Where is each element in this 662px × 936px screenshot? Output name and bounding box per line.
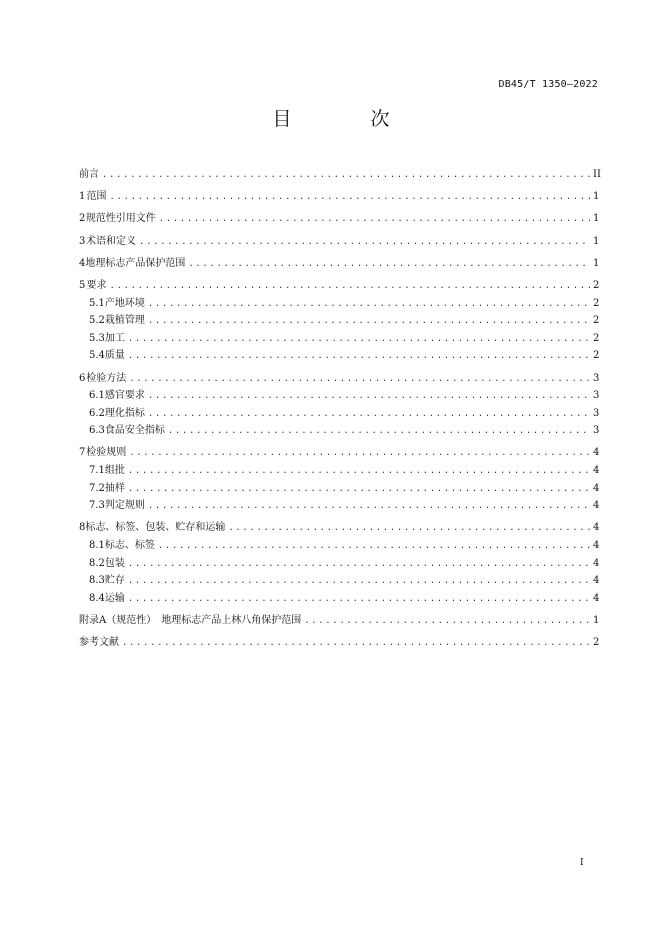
toc-entry-page: 1 (593, 235, 600, 247)
toc-entry-number: 2 (79, 213, 86, 225)
toc-entry[interactable] (79, 462, 599, 480)
dot-leader (128, 348, 590, 366)
dot-leader (129, 371, 590, 389)
toc-entry-number: 6 (79, 372, 86, 384)
toc-entry-number: 5.1 (89, 297, 105, 309)
toc-entry-label: 检验方法 (86, 372, 127, 384)
toc-entry-label: 理化指标 (104, 407, 145, 419)
toc-entry-page: 4 (593, 522, 600, 534)
dot-leader (110, 278, 590, 296)
toc-entry-number: 7.3 (89, 500, 105, 512)
toc-entry[interactable] (79, 387, 599, 405)
toc-entry-page: 2 (593, 637, 600, 649)
toc-entry-label: 包装 (104, 557, 125, 569)
toc-entry-label: 感官要求 (104, 390, 145, 402)
dot-leader (304, 613, 590, 631)
toc-entry[interactable] (79, 347, 599, 365)
toc-entry-page: 1 (593, 257, 600, 269)
toc-entry-label: 附录A（规范性） 地理标志产品上林八角保护范围 (79, 615, 302, 626)
toc-entry[interactable] (79, 480, 599, 498)
dot-leader (158, 538, 590, 556)
dot-leader (188, 256, 590, 274)
toc-entry[interactable] (79, 330, 599, 348)
toc-entry-number: 8.1 (89, 540, 105, 552)
toc-entry-page: 2 (593, 315, 600, 327)
toc-entry-label: 产地环境 (104, 297, 145, 309)
toc-entry[interactable] (79, 497, 599, 515)
toc-entry[interactable] (79, 444, 599, 462)
toc-entry-number: 7.1 (89, 465, 105, 477)
dot-leader (128, 481, 590, 499)
dot-leader (148, 388, 590, 406)
toc-entry-label: 抽样 (104, 482, 125, 494)
toc-entry[interactable] (79, 312, 599, 330)
dot-leader (148, 296, 590, 314)
toc-entry-number: 6.2 (89, 407, 105, 419)
dot-leader (129, 445, 590, 463)
toc-entry-page: 1 (593, 213, 600, 225)
toc-entry-number: 3 (79, 235, 86, 247)
toc-entry[interactable] (79, 612, 599, 630)
toc-entry[interactable] (79, 295, 599, 313)
toc-entry-number: 5.4 (89, 350, 105, 362)
toc-entry-page: 1 (593, 191, 600, 203)
dot-leader (128, 556, 590, 574)
toc-entry-number: 5.2 (89, 315, 105, 327)
toc-entry-number: 6.3 (89, 425, 105, 437)
dot-leader (110, 189, 590, 207)
dot-leader (228, 520, 590, 538)
toc-entry-page: 4 (593, 447, 600, 459)
toc-entry-label: 栽植管理 (104, 315, 145, 327)
dot-leader (159, 211, 590, 229)
toc-entry[interactable] (79, 233, 599, 251)
toc-entry-number: 7.2 (89, 482, 105, 494)
dot-leader (128, 331, 590, 349)
toc-entry-page: 3 (593, 372, 600, 384)
page-title: 目 次 (272, 108, 420, 130)
toc-entry-number: 5.3 (89, 332, 105, 344)
toc-entry-page: 4 (593, 500, 600, 512)
toc-entry[interactable] (79, 590, 599, 608)
toc-entry-page: 2 (593, 297, 600, 309)
toc-entry-page: 4 (593, 592, 600, 604)
toc-entry-label: 组批 (104, 465, 125, 477)
toc-entry[interactable] (79, 572, 599, 590)
toc-entry-number: 1 (79, 191, 86, 203)
toc-entry[interactable] (79, 370, 599, 388)
toc-entry-number: 8.3 (89, 575, 105, 587)
toc-entry-page: 2 (593, 350, 600, 362)
toc-entry-label: 标志、标签 (104, 540, 155, 552)
dot-leader (139, 234, 590, 252)
toc-entry-label: 标志、标签、包装、贮存和运输 (85, 522, 226, 534)
toc-entry-label: 要求 (86, 279, 107, 291)
toc-entry-page: 2 (593, 279, 600, 291)
toc-entry-label: 术语和定义 (86, 235, 137, 247)
toc-entry-number: 5 (79, 279, 86, 291)
toc-entry-label: 检验规则 (86, 447, 127, 459)
dot-leader (122, 635, 590, 653)
toc-entry-page: 4 (593, 575, 600, 587)
toc-entry-label: 贮存 (104, 575, 125, 587)
toc-entry[interactable] (79, 555, 599, 573)
toc-entry[interactable] (79, 634, 599, 652)
toc-entry-page: 4 (593, 465, 600, 477)
toc-entry-number: 8 (79, 522, 86, 534)
toc-entry-label: 加工 (104, 332, 125, 344)
toc-entry[interactable] (79, 210, 599, 228)
toc-entry[interactable] (79, 422, 599, 440)
dot-leader (128, 463, 590, 481)
toc-entry-label: 前言 (79, 169, 99, 180)
toc-entry-number: 8.4 (89, 592, 105, 604)
toc-entry-number: 4 (79, 257, 86, 269)
dot-leader (148, 498, 590, 516)
toc-entry-page: 3 (593, 390, 600, 402)
toc-entry-page: II (593, 169, 601, 180)
toc-entry-page: 3 (593, 425, 600, 437)
toc-entry-label: 食品安全指标 (104, 425, 165, 437)
toc-entry-label: 质量 (104, 350, 125, 362)
document-id: DB45/T 1350—2022 (498, 79, 598, 90)
dot-leader (102, 167, 590, 185)
dot-leader (148, 313, 590, 331)
toc-entry-label: 地理标志产品保护范围 (85, 257, 186, 269)
toc-entry-label: 运输 (104, 592, 125, 604)
table-of-contents (79, 166, 599, 652)
toc-entry-number: 6.1 (89, 390, 105, 402)
toc-entry-page: 1 (593, 615, 600, 626)
dot-leader (148, 406, 590, 424)
toc-entry-number: 8.2 (89, 557, 105, 569)
toc-entry-page: 3 (593, 407, 600, 419)
toc-entry[interactable] (79, 277, 599, 295)
dot-leader (168, 423, 590, 441)
toc-entry[interactable] (79, 537, 599, 555)
toc-entry-page: 2 (593, 332, 600, 344)
toc-entry[interactable] (79, 405, 599, 423)
toc-entry-label: 范围 (86, 191, 107, 203)
toc-entry[interactable] (79, 255, 599, 273)
dot-leader (128, 573, 590, 591)
toc-entry-label: 规范性引用文件 (85, 213, 156, 225)
toc-entry-page: 4 (593, 557, 600, 569)
toc-entry-label: 判定规则 (104, 500, 145, 512)
toc-entry[interactable] (79, 519, 599, 537)
toc-entry[interactable] (79, 166, 599, 184)
dot-leader (128, 591, 590, 609)
footer-page-number: I (580, 858, 584, 868)
toc-entry-page: 4 (593, 540, 600, 552)
toc-entry-number: 7 (79, 447, 86, 459)
toc-entry-page: 4 (593, 482, 600, 494)
toc-entry[interactable] (79, 188, 599, 206)
toc-entry-label: 参考文献 (79, 637, 119, 649)
